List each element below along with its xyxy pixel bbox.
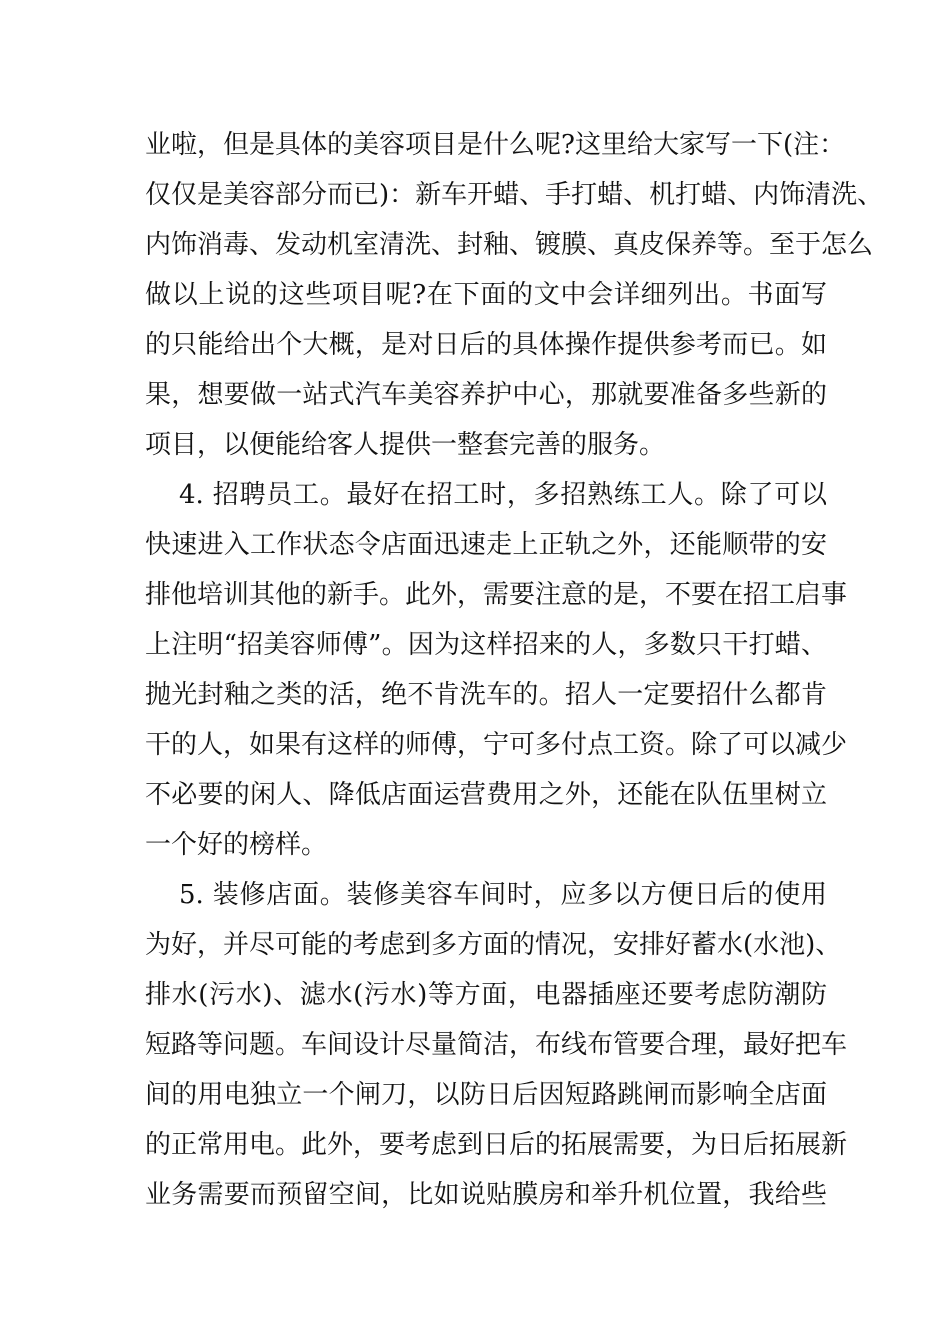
- text-line: 的只能给出个大概，是对日后的具体操作提供参考而已。如: [145, 330, 827, 360]
- text-line: 4. 招聘员工。最好在招工时，多招熟练工人。除了可以: [179, 480, 827, 510]
- paragraph-renovation: [145, 870, 848, 1220]
- text-line: 内饰消毒、发动机室清洗、封釉、镀膜、真皮保养等。至于怎么: [145, 230, 874, 260]
- text-line: 仅仅是美容部分而已)：新车开蜡、手打蜡、机打蜡、内饰清洗、: [145, 180, 884, 210]
- text-line: 快速进入工作状态令店面迅速走上正轨之外，还能顺带的安: [145, 530, 827, 560]
- text-line: 做以上说的这些项目呢?在下面的文中会详细列出。书面写: [145, 280, 827, 310]
- paragraph-hiring: [145, 470, 848, 870]
- text-line: 业啦，但是具体的美容项目是什么呢?这里给大家写一下(注：: [145, 130, 846, 160]
- text-line: 5. 装修店面。装修美容车间时，应多以方便日后的使用: [179, 880, 827, 910]
- text-line: 上注明“招美容师傅”。因为这样招来的人，多数只干打蜡、: [145, 630, 827, 660]
- text-line: 干的人，如果有这样的师傅，宁可多付点工资。除了可以减少: [145, 730, 848, 760]
- paragraph-services: [145, 120, 884, 470]
- text-line: 排水(污水)、滤水(污水)等方面，电器插座还要考虑防潮防: [145, 980, 827, 1010]
- text-line: 短路等问题。车间设计尽量简洁，布线布管要合理，最好把车: [145, 1030, 848, 1060]
- text-line: 项目，以便能给客人提供一整套完善的服务。: [145, 430, 666, 460]
- text-line: 的正常用电。此外，要考虑到日后的拓展需要，为日后拓展新: [145, 1130, 848, 1160]
- text-line: 一个好的榜样。: [145, 830, 328, 860]
- text-line: 间的用电独立一个闸刀，以防日后因短路跳闸而影响全店面: [145, 1080, 827, 1110]
- text-line: 排他培训其他的新手。此外，需要注意的是，不要在招工启事: [145, 580, 848, 610]
- text-line: 为好，并尽可能的考虑到多方面的情况，安排好蓄水(水池)、: [145, 930, 842, 960]
- document-page: [145, 120, 884, 1220]
- text-line: 业务需要而预留空间，比如说贴膜房和举升机位置，我给些: [145, 1180, 827, 1210]
- text-line: 抛光封釉之类的活，绝不肯洗车的。招人一定要招什么都肯: [145, 680, 827, 710]
- text-line: 果，想要做一站式汽车美容养护中心，那就要准备多些新的: [145, 380, 827, 410]
- text-line: 不必要的闲人、降低店面运营费用之外，还能在队伍里树立: [145, 780, 827, 810]
